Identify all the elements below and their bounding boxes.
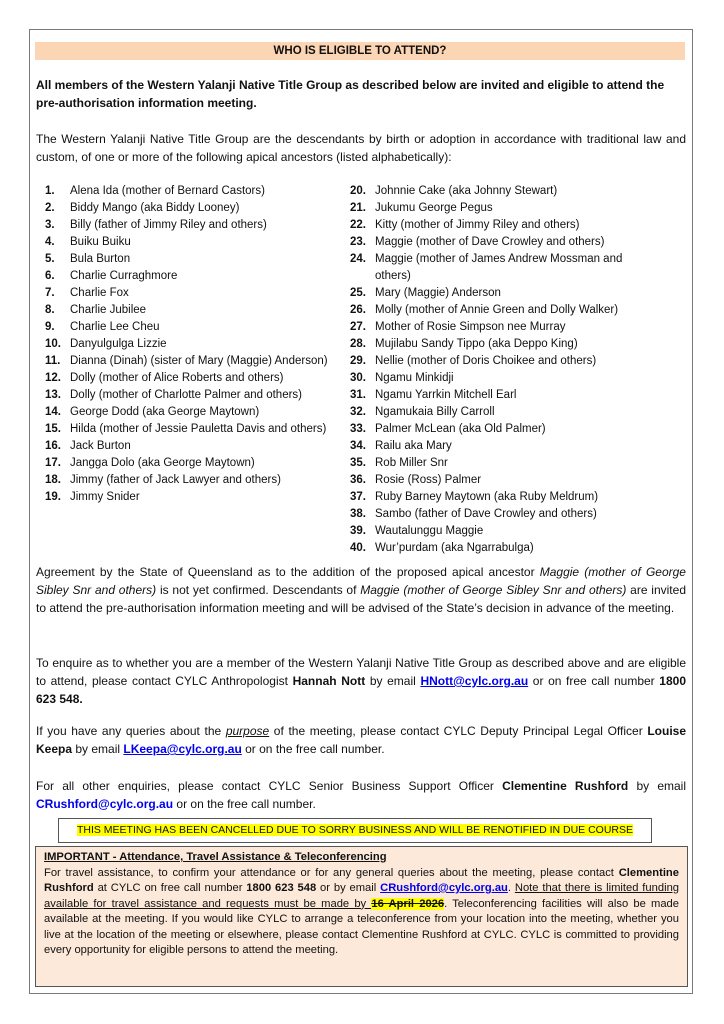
ancestor-item	[350, 506, 655, 523]
ancestor-number: 4.	[45, 236, 55, 248]
contact-name: Hannah Nott	[292, 674, 366, 688]
purpose-word: purpose	[225, 724, 270, 738]
ancestor-item	[350, 370, 655, 387]
agreement-paragraph	[36, 563, 686, 617]
enquire-text: by email	[365, 674, 421, 688]
purpose-text: of the meeting, please contact CYLC Deputy Principal Legal Officer	[269, 724, 648, 738]
ancestor-number: 17.	[45, 457, 61, 469]
ancestor-name: Dolly (mother of Alice Roberts and others)	[70, 372, 284, 384]
ancestor-name: George Dodd (aka George Maytown)	[70, 406, 260, 418]
purpose-text: If you have any queries about the	[36, 724, 226, 738]
ancestor-name: Charlie Jubilee	[70, 304, 147, 316]
ancestor-name: Molly (mother of Annie Green and Dolly Walker)	[375, 304, 619, 316]
contact-name: Clementine Rushford	[44, 866, 679, 894]
phone-number: 1800 623 548	[246, 882, 317, 894]
ancestor-number: 25.	[350, 287, 366, 299]
ancestor-item	[45, 472, 340, 489]
ancestor-number: 28.	[350, 338, 366, 350]
ancestor-name: Palmer McLean (aka Old Palmer)	[375, 423, 546, 435]
ancestor-item	[350, 234, 655, 251]
ancestor-number: 21.	[350, 202, 366, 214]
ancestor-item	[45, 438, 340, 455]
ancestor-name: Charlie Lee Cheu	[70, 321, 160, 333]
ancestor-name: Biddy Mango (aka Biddy Looney)	[70, 202, 240, 214]
eligibility-statement: All members of the Western Yalanji Native Title Group as described below are invited and eligible to attend the pre-authorisation information meeting.	[36, 78, 665, 110]
ancestor-item	[350, 336, 655, 353]
ancestor-number: 34.	[350, 440, 366, 452]
ancestor-name: Alena Ida (mother of Bernard Castors)	[70, 185, 265, 197]
ancestor-number: 18.	[45, 474, 61, 486]
ancestor-number: 15.	[45, 423, 61, 435]
ancestor-number: 32.	[350, 406, 366, 418]
ancestor-item	[45, 183, 340, 200]
ancestor-name: Rosie (Ross) Palmer	[375, 474, 482, 486]
important-text: or by email	[316, 882, 381, 894]
email-link-crushford[interactable]: CRushford@cylc.org.au	[36, 797, 174, 811]
ancestor-item	[350, 285, 655, 302]
ancestor-number: 7.	[45, 287, 55, 299]
ancestor-name: Jimmy (father of Jack Lawyer and others)	[70, 474, 281, 486]
ancestor-item	[350, 200, 655, 217]
ancestor-item	[45, 251, 340, 268]
cancellation-text: THIS MEETING HAS BEEN CANCELLED DUE TO SORRY BUSINESS AND WILL BE RENOTIFIED IN DUE COURSE	[76, 824, 634, 836]
other-enquiries-paragraph	[36, 777, 686, 813]
ancestor-item	[45, 336, 340, 353]
important-box	[35, 846, 688, 987]
ancestor-name: Dianna (Dinah) (sister of Mary (Maggie) Anderson)	[70, 355, 328, 367]
other-text: or on the free call number.	[173, 797, 316, 811]
ancestor-number: 9.	[45, 321, 55, 333]
important-text: For travel assistance, to confirm your attendance or for any general queries about the meeting, please contact	[44, 866, 619, 879]
important-text: . Teleconferencing facilities will also be made available at the meeting. If you would like CYLC to arrange a teleconference from your location into the meeting, whether you live at the location of the meeting or elsewhere, please contact Clementine Rushford at CYLC. CYLC is committed to providing every opportunity for eligible persons to attend the meeting.	[44, 897, 679, 956]
ancestor-item	[350, 183, 655, 200]
ancestor-name: Dolly (mother of Charlotte Palmer and others)	[70, 389, 303, 401]
ancestor-name: Bula Burton	[70, 253, 131, 265]
ancestor-number: 6.	[45, 270, 55, 282]
email-link-crushford-important[interactable]: CRushford@cylc.org.au	[380, 882, 508, 894]
other-text: by email	[628, 779, 686, 793]
email-link-lkeepa[interactable]: LKeepa@cylc.org.au	[123, 742, 242, 756]
ancestor-list-left	[45, 183, 340, 506]
ancestor-name: Jukumu George Pegus	[375, 202, 493, 214]
agreement-text: is not yet confirmed. Descendants of	[156, 583, 361, 597]
agreement-text: Agreement by the State of Queensland as to the addition of the proposed apical ancestor	[36, 565, 540, 579]
ancestor-item	[350, 455, 655, 472]
ancestor-number: 8.	[45, 304, 55, 316]
ancestor-name: Ngamukaia Billy Carroll	[375, 406, 495, 418]
ancestor-name: Jangga Dolo (aka George Maytown)	[70, 457, 255, 469]
purpose-paragraph	[36, 722, 686, 758]
ancestor-name: Jack Burton	[70, 440, 131, 452]
ancestor-item	[350, 387, 655, 404]
important-body	[44, 866, 679, 959]
important-text: at CYLC on free call number	[93, 882, 247, 894]
ancestor-number: 33.	[350, 423, 366, 435]
ancestor-name: Mujilabu Sandy Tippo (aka Deppo King)	[375, 338, 578, 350]
ancestor-number: 14.	[45, 406, 61, 418]
ancestor-number: 10.	[45, 338, 61, 350]
ancestor-number: 36.	[350, 474, 366, 486]
ancestor-name: Buiku Buiku	[70, 236, 131, 248]
ancestor-name: Kitty (mother of Jimmy Riley and others)	[375, 219, 580, 231]
ancestor-number: 13.	[45, 389, 61, 401]
important-title: IMPORTANT - Attendance, Travel Assistance & Teleconferencing	[44, 851, 387, 863]
ancestor-name: Charlie Curraghmore	[70, 270, 178, 282]
proposed-ancestor: Maggie (mother of George Sibley Snr and others)	[360, 583, 627, 597]
other-text: For all other enquiries, please contact CYLC Senior Business Support Officer	[36, 779, 503, 793]
ancestor-name: Ngamu Minkidji	[375, 372, 454, 384]
ancestor-item	[350, 421, 655, 438]
ancestor-number: 22.	[350, 219, 366, 231]
ancestor-number: 12.	[45, 372, 61, 384]
ancestor-name: Wautalunggu Maggie	[375, 525, 484, 537]
ancestor-name: Maggie (mother of James Andrew Mossman and others)	[375, 253, 623, 282]
email-link-hnott[interactable]: HNott@cylc.org.au	[420, 674, 529, 688]
ancestor-name: Johnnie Cake (aka Johnny Stewart)	[375, 185, 558, 197]
contact-name: Louise Keepa	[36, 724, 686, 756]
ancestor-name: Rob Miller Snr	[375, 457, 448, 469]
ancestor-item	[45, 217, 340, 234]
ancestor-number: 11.	[45, 355, 61, 367]
ancestor-item	[45, 353, 340, 370]
ancestor-number: 2.	[45, 202, 55, 214]
ancestor-number: 40.	[350, 542, 366, 554]
enquire-paragraph	[36, 654, 686, 708]
ancestor-number: 24.	[350, 253, 366, 265]
ancestor-item	[45, 319, 340, 336]
cancellation-notice	[58, 818, 652, 843]
ancestor-item	[45, 489, 340, 506]
ancestor-item	[350, 319, 655, 336]
enquire-text: To enquire as to whether you are a member of the Western Yalanji Native Title Group as described above and are eligible to attend, please contact CYLC Anthropologist	[36, 656, 686, 688]
ancestor-number: 19.	[45, 491, 61, 503]
section-title: WHO IS ELIGIBLE TO ATTEND?	[35, 42, 685, 60]
ancestor-item	[45, 387, 340, 404]
ancestor-item	[350, 302, 655, 319]
ancestor-name: Jimmy Snider	[70, 491, 140, 503]
phone-number: 1800 623 548.	[36, 674, 686, 706]
ancestor-number: 30.	[350, 372, 366, 384]
ancestor-name: Ruby Barney Maytown (aka Ruby Meldrum)	[375, 491, 599, 503]
ancestor-item	[350, 489, 655, 506]
ancestor-number: 29.	[350, 355, 366, 367]
group-description: The Western Yalanji Native Title Group are the descendants by birth or adoption in accordance with traditional law and custom, of one or more of the following apical ancestors (listed alphabetically):	[36, 132, 686, 164]
ancestor-item	[45, 455, 340, 472]
ancestor-number: 31.	[350, 389, 366, 401]
ancestor-item	[45, 234, 340, 251]
ancestor-number: 1.	[45, 185, 55, 197]
ancestor-list-right	[350, 183, 655, 557]
ancestor-item	[350, 217, 655, 234]
ancestor-item	[350, 523, 655, 540]
ancestor-name: Mother of Rosie Simpson nee Murray	[375, 321, 566, 333]
ancestor-name: Mary (Maggie) Anderson	[375, 287, 501, 299]
ancestor-item	[350, 438, 655, 455]
ancestor-number: 39.	[350, 525, 366, 537]
ancestor-name: Billy (father of Jimmy Riley and others)	[70, 219, 267, 231]
ancestor-item	[45, 302, 340, 319]
ancestor-number: 37.	[350, 491, 366, 503]
ancestor-name: Wur’purdam (aka Ngarrabulga)	[375, 542, 534, 554]
agreement-text: are invited to attend the pre-authorisation information meeting and will be advised of the State’s decision in advance of the meeting.	[36, 583, 686, 615]
ancestor-name: Hilda (mother of Jessie Pauletta Davis and others)	[70, 423, 327, 435]
proposed-ancestor: Maggie (mother of George Sibley Snr and others)	[36, 565, 686, 597]
ancestor-item	[45, 285, 340, 302]
ancestor-name: Charlie Fox	[70, 287, 129, 299]
ancestor-item	[45, 370, 340, 387]
ancestor-name: Nellie (mother of Doris Choikee and others)	[375, 355, 597, 367]
funding-note: Note that there is limited funding available for travel assistance and requests must be made by	[44, 882, 680, 910]
ancestor-number: 5.	[45, 253, 55, 265]
contact-name: Clementine Rushford	[502, 779, 629, 793]
ancestor-item	[45, 268, 340, 285]
ancestor-number: 3.	[45, 219, 55, 231]
ancestor-number: 26.	[350, 304, 366, 316]
ancestor-number: 16.	[45, 440, 61, 452]
ancestor-name: Maggie (mother of Dave Crowley and others)	[375, 236, 605, 248]
important-text: .	[507, 882, 515, 894]
ancestor-number: 35.	[350, 457, 366, 469]
ancestor-number: 27.	[350, 321, 366, 333]
ancestor-name: Sambo (father of Dave Crowley and others)	[375, 508, 597, 520]
ancestor-number: 20.	[350, 185, 366, 197]
ancestor-item	[350, 353, 655, 370]
ancestor-name: Railu aka Mary	[375, 440, 452, 452]
purpose-text: by email	[72, 742, 124, 756]
ancestor-name: Danyulgulga Lizzie	[70, 338, 167, 350]
ancestor-item	[350, 404, 655, 421]
ancestor-item	[45, 200, 340, 217]
ancestor-number: 38.	[350, 508, 366, 520]
ancestor-number: 23.	[350, 236, 366, 248]
deadline-date: 16 April 2026	[371, 897, 445, 910]
ancestor-item	[45, 404, 340, 421]
purpose-text: or on the free call number.	[241, 742, 385, 756]
ancestor-item	[350, 540, 655, 557]
ancestor-item	[350, 251, 655, 285]
ancestor-item	[45, 421, 340, 438]
ancestor-item	[350, 472, 655, 489]
enquire-text: or on free call number	[528, 674, 660, 688]
ancestor-name: Ngamu Yarrkin Mitchell Earl	[375, 389, 517, 401]
